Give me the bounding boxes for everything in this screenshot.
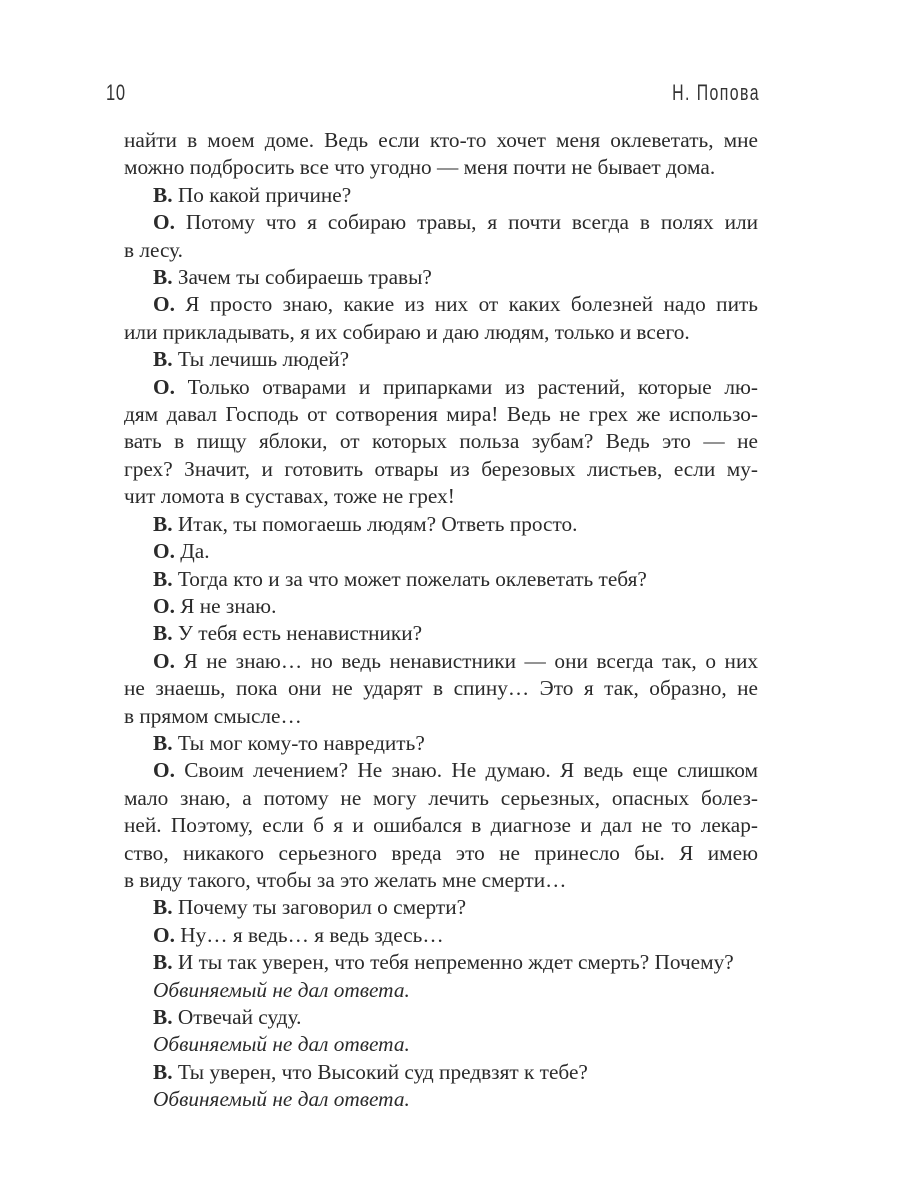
text-line <box>124 237 758 264</box>
text-line <box>124 182 758 209</box>
dialogue-paragraph <box>124 730 758 757</box>
line-text: Своим лечением? Не знаю. Не думаю. Я ведь еще слишком <box>184 758 758 783</box>
text-line <box>124 1004 758 1031</box>
line-text: или прикладывать, я их собираю и даю людям, только и всего. <box>124 319 690 344</box>
line-text: в прямом смысле… <box>124 703 302 728</box>
line-text: Я просто знаю, какие из них от каких болезней надо пить <box>185 292 758 317</box>
speaker-label: О. <box>153 374 175 399</box>
running-head-author: Н. Попова <box>672 80 760 105</box>
line-text: дям давал Господь от сотворения мира! Ведь не грех же использо- <box>124 402 758 427</box>
dialogue-paragraph <box>124 182 758 209</box>
dialogue-paragraph <box>124 949 758 976</box>
dialogue-paragraph <box>124 1004 758 1031</box>
text-line <box>124 319 758 346</box>
text-line <box>124 1031 758 1058</box>
line-text: грех? Значит, и готовить отвары из березовых листьев, если му- <box>124 456 758 481</box>
text-line <box>124 428 758 455</box>
line-text: Ну… я ведь… я ведь здесь… <box>180 922 444 947</box>
dialogue-paragraph <box>124 1059 758 1086</box>
line-text: Тогда кто и за что может пожелать оклеветать тебя? <box>177 566 647 591</box>
dialogue-paragraph <box>124 894 758 921</box>
line-text: У тебя есть ненавистники? <box>177 621 423 646</box>
speaker-label: В. <box>153 621 173 646</box>
dialogue-paragraph <box>124 264 758 291</box>
text-line <box>124 593 758 620</box>
speaker-label: В. <box>153 1059 173 1084</box>
text-line <box>124 127 758 154</box>
dialogue-paragraph <box>124 620 758 647</box>
speaker-label: В. <box>153 182 173 207</box>
dialogue-paragraph <box>124 209 758 264</box>
stage-note <box>124 1086 758 1113</box>
line-text: Отвечай суду. <box>177 1005 302 1029</box>
line-text: можно подбросить все что угодно — меня почти не бывает дома. <box>124 155 716 180</box>
text-line <box>124 922 758 949</box>
line-text: мало знаю, а потому не могу лечить серьезных, опасных болез- <box>124 785 758 810</box>
text-line <box>124 1059 758 1086</box>
text-line <box>124 456 758 483</box>
stage-note <box>124 1031 758 1058</box>
speaker-label: В. <box>153 265 173 290</box>
dialogue-paragraph <box>124 757 758 894</box>
speaker-label: О. <box>153 539 175 564</box>
dialogue-paragraph <box>124 374 758 511</box>
speaker-label: О. <box>153 758 175 783</box>
text-line <box>124 703 758 730</box>
line-text: Зачем ты собираешь травы? <box>177 265 432 290</box>
line-text: Обвиняемый не дал ответа. <box>153 1087 410 1112</box>
page-header <box>106 80 760 110</box>
speaker-label: В. <box>153 347 173 372</box>
line-text: чит ломота в суставах, тоже не грех! <box>124 484 455 509</box>
line-text: найти в моем доме. Ведь если кто-то хочет меня оклеветать, мне <box>124 128 758 152</box>
dialogue-paragraph <box>124 538 758 565</box>
page-number: 10 <box>106 80 126 105</box>
dialogue-paragraph <box>124 346 758 373</box>
text-line <box>124 209 758 236</box>
speaker-label: О. <box>153 210 175 235</box>
text-line <box>124 566 758 593</box>
text-line <box>124 1086 758 1113</box>
line-text: вать в пищу яблоки, от которых польза зубам? Ведь это — не <box>124 429 758 454</box>
dialogue-paragraph <box>124 648 758 730</box>
dialogue-paragraph <box>124 291 758 346</box>
paragraph <box>124 127 758 182</box>
text-line <box>124 401 758 428</box>
line-text: Обвиняемый не дал ответа. <box>153 1032 410 1057</box>
text-line <box>124 264 758 291</box>
text-line <box>124 949 758 976</box>
speaker-label: В. <box>153 730 173 755</box>
text-line <box>124 538 758 565</box>
line-text: По какой причине? <box>177 182 352 207</box>
speaker-label: В. <box>153 511 173 536</box>
line-text: в лесу. <box>124 237 184 262</box>
text-line <box>124 291 758 318</box>
line-text: Итак, ты помогаешь людям? Ответь просто. <box>177 511 578 536</box>
text-line <box>124 154 758 181</box>
dialogue-paragraph <box>124 593 758 620</box>
text-line <box>124 346 758 373</box>
line-text: Ты мог кому-то навредить? <box>177 730 425 755</box>
speaker-label: О. <box>153 292 175 317</box>
text-line <box>124 894 758 921</box>
line-text: Ты уверен, что Высокий суд предвзят к тебе? <box>177 1059 588 1084</box>
line-text: Я не знаю. <box>180 593 277 618</box>
text-line <box>124 648 758 675</box>
stage-note <box>124 977 758 1004</box>
text-line <box>124 867 758 894</box>
text-line <box>124 757 758 784</box>
line-text: Да. <box>180 539 210 564</box>
speaker-label: О. <box>153 593 175 618</box>
text-line <box>124 620 758 647</box>
dialogue-paragraph <box>124 922 758 949</box>
text-line <box>124 483 758 510</box>
text-line <box>124 812 758 839</box>
line-text: ней. Поэтому, если б я и ошибался в диагнозе и дал не то лекар- <box>124 813 758 838</box>
line-text: Обвиняемый не дал ответа. <box>153 977 410 1002</box>
line-text: Я не знаю… но ведь ненавистники — они всегда так, о них <box>183 648 758 673</box>
dialogue-paragraph <box>124 511 758 538</box>
body-text <box>124 127 758 1114</box>
line-text: Ты лечишь людей? <box>177 347 350 372</box>
text-line <box>124 730 758 757</box>
dialogue-paragraph <box>124 566 758 593</box>
line-text: Только отварами и припарками из растений, которые лю- <box>187 374 759 399</box>
line-text: не знаешь, пока они не ударят в спину… Это я так, образно, не <box>124 676 758 701</box>
speaker-label: О. <box>153 648 175 673</box>
text-line <box>124 840 758 867</box>
text-line <box>124 675 758 702</box>
speaker-label: В. <box>153 950 173 975</box>
line-text: Почему ты заговорил о смерти? <box>177 895 467 920</box>
speaker-label: В. <box>153 566 173 591</box>
line-text: ство, никакого серьезного вреда это не принесло бы. Я имею <box>124 840 758 865</box>
text-line <box>124 977 758 1004</box>
line-text: Потому что я собираю травы, я почти всегда в полях или <box>185 210 758 235</box>
speaker-label: О. <box>153 922 175 947</box>
text-line <box>124 785 758 812</box>
line-text: в виду такого, чтобы за это желать мне смерти… <box>124 867 567 892</box>
text-line <box>124 511 758 538</box>
text-line <box>124 374 758 401</box>
speaker-label: В. <box>153 1005 173 1029</box>
line-text: И ты так уверен, что тебя непременно ждет смерть? Почему? <box>177 950 734 975</box>
speaker-label: В. <box>153 895 173 920</box>
